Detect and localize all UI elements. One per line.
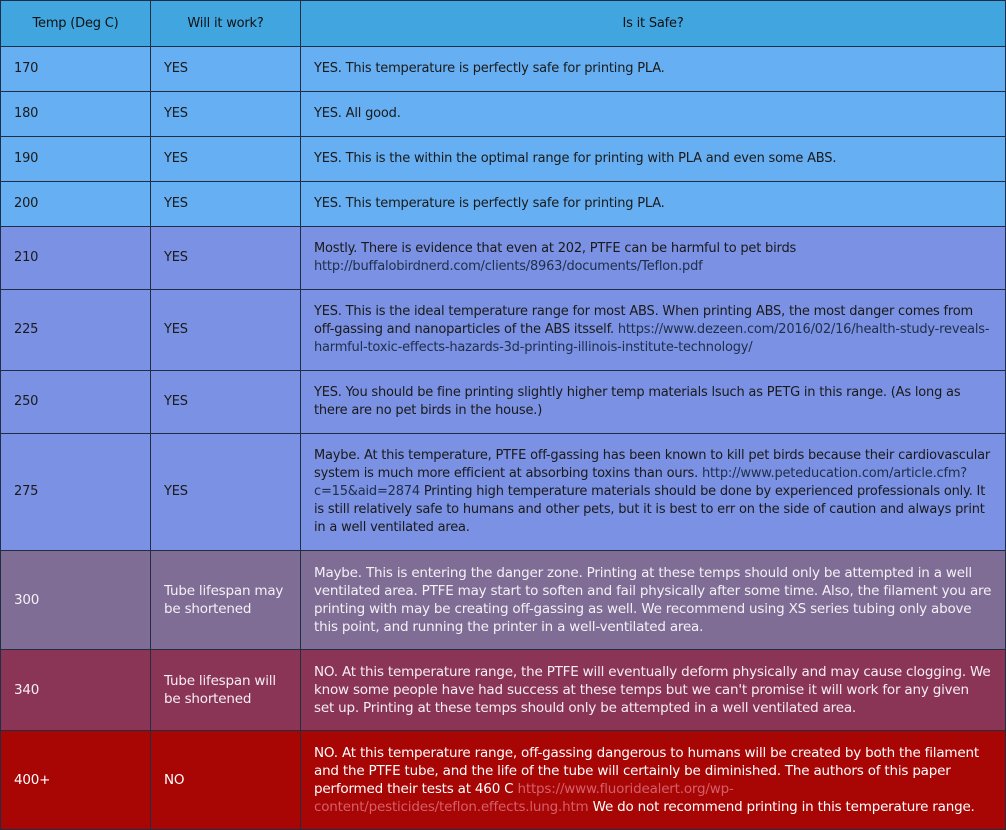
- safe-cell: [301, 551, 1006, 650]
- work-cell: YES: [151, 290, 301, 371]
- source-link[interactable]: https://www.fluoridealert.org/wp-content/pesticides/teflon.effects.lung.htm: [314, 781, 734, 815]
- table-row: [1, 182, 1006, 227]
- work-cell: YES: [151, 47, 301, 92]
- safe-cell: [301, 227, 1006, 290]
- table-row: [1, 290, 1006, 371]
- source-link[interactable]: http://buffalobirdnerd.com/clients/8963/documents/Teflon.pdf: [314, 259, 703, 274]
- safe-text: YES. This is the ideal temperature range for most ABS. When printing ABS, the most danger comes from off-gassing and nanoparticles of the ABS itsself.: [314, 304, 973, 337]
- safe-cell: [301, 371, 1006, 434]
- source-link[interactable]: http://www.peteducation.com/article.cfm?c=15&aid=2874: [314, 466, 967, 499]
- table-row: [1, 650, 1006, 731]
- safe-text: NO. At this temperature range, off-gassing dangerous to humans will be created by both the filament and the PTFE tube, and the life of the tube will certainly be diminished. The authors of this paper performed their tests at 460 C: [314, 745, 979, 797]
- safe-text: YES. All good.: [314, 106, 401, 121]
- temp-cell: 400+: [1, 731, 151, 830]
- safe-cell: [301, 731, 1006, 830]
- temp-cell: 210: [1, 227, 151, 290]
- safe-text: Maybe. This is entering the danger zone. Printing at these temps should only be attempted in a well ventilated area. PTFE may start to soften and fail physically after some time. Also, the filament you are printing with may be creating off-gassing as well. We recommend using XS series tubing only above this point, and running the printer in a well-ventilated area.: [314, 565, 992, 635]
- table-row: [1, 137, 1006, 182]
- work-cell: YES: [151, 92, 301, 137]
- table-row: [1, 434, 1006, 551]
- safe-cell: [301, 47, 1006, 92]
- temp-cell: 300: [1, 551, 151, 650]
- safe-text: YES. You should be fine printing slightly higher temp materials lsuch as PETG in this range. (As long as there are no pet birds in the house.): [314, 385, 961, 418]
- work-cell: YES: [151, 182, 301, 227]
- table-row: [1, 731, 1006, 830]
- header-is-it-safe: Is it Safe?: [301, 1, 1006, 47]
- work-cell: YES: [151, 227, 301, 290]
- work-cell: Tube lifespan will be shortened: [151, 650, 301, 731]
- safe-cell: [301, 290, 1006, 371]
- work-cell: Tube lifespan may be shortened: [151, 551, 301, 650]
- table-row: [1, 47, 1006, 92]
- temp-cell: 250: [1, 371, 151, 434]
- work-cell: YES: [151, 371, 301, 434]
- temp-cell: 180: [1, 92, 151, 137]
- safe-text-continued: We do not recommend printing in this temperature range.: [592, 799, 975, 815]
- temp-cell: 340: [1, 650, 151, 731]
- temp-cell: 190: [1, 137, 151, 182]
- work-cell: NO: [151, 731, 301, 830]
- safe-text: Mostly. There is evidence that even at 202, PTFE can be harmful to pet birds: [314, 241, 797, 256]
- safe-text-continued: Printing high temperature materials should be done by experienced professionals only. It is still relatively safe to humans and other pets, but it is best to err on the side of caution and always print in a well ventilated area.: [314, 484, 986, 535]
- temp-cell: 275: [1, 434, 151, 551]
- temp-cell: 170: [1, 47, 151, 92]
- header-will-it-work: Will it work?: [151, 1, 301, 47]
- table-row: [1, 227, 1006, 290]
- header-row: [1, 1, 1006, 47]
- table-row: [1, 551, 1006, 650]
- safe-cell: [301, 434, 1006, 551]
- work-cell: YES: [151, 137, 301, 182]
- safe-text: Maybe. At this temperature, PTFE off-gassing has been known to kill pet birds because their cardiovascular system is much more efficient at absorbing toxins than ours.: [314, 448, 991, 481]
- safe-cell: [301, 650, 1006, 731]
- safe-cell: [301, 182, 1006, 227]
- work-cell: YES: [151, 434, 301, 551]
- table-row: [1, 92, 1006, 137]
- header-temp: Temp (Deg C): [1, 1, 151, 47]
- safe-text: YES. This is the within the optimal range for printing with PLA and even some ABS.: [314, 151, 837, 166]
- safe-text: NO. At this temperature range, the PTFE will eventually deform physically and may cause clogging. We know some people have had success at these temps but we can't promise it will work for any given set up. Printing at these temps should only be attempted in a well ventilated area.: [314, 664, 991, 716]
- source-link[interactable]: https://www.dezeen.com/2016/02/16/health-study-reveals-harmful-toxic-effects-hazards-3d-printing-illinois-institute-technology/: [314, 322, 990, 355]
- safe-cell: [301, 92, 1006, 137]
- temp-cell: 225: [1, 290, 151, 371]
- safe-text: YES. This temperature is perfectly safe for printing PLA.: [314, 61, 665, 76]
- temp-cell: 200: [1, 182, 151, 227]
- table-row: [1, 371, 1006, 434]
- safe-cell: [301, 137, 1006, 182]
- safe-text: YES. This temperature is perfectly safe for printing PLA.: [314, 196, 665, 211]
